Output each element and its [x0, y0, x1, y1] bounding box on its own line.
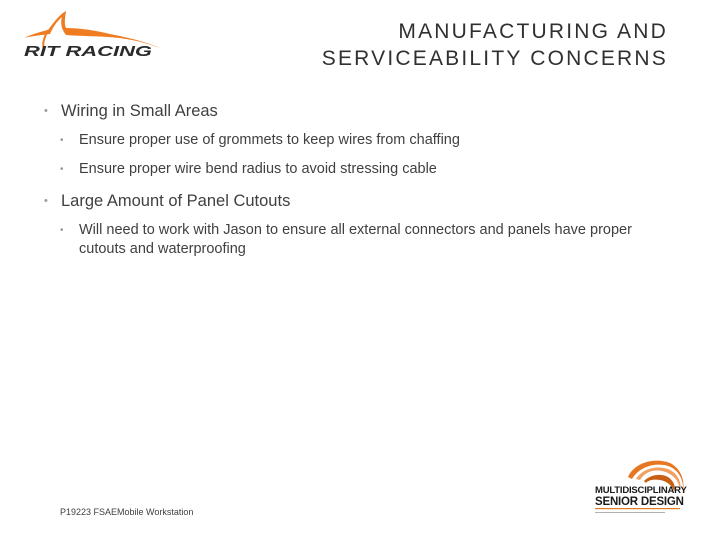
bullet-text: Ensure proper use of grommets to keep wires from chaffing [79, 132, 460, 148]
svg-text:RIT RACING: RIT RACING [24, 43, 153, 60]
bullet-dot-icon: • [60, 225, 64, 236]
bullet-dot-icon: • [60, 164, 64, 175]
slide-title-line1: MANUFACTURING AND [398, 20, 668, 43]
bullet-level2 [60, 221, 660, 259]
bullet-level2 [60, 160, 660, 179]
bullet-dot-icon: • [60, 135, 64, 146]
bullet-text: Will need to work with Jason to ensure all external connectors and panels have proper cutouts and waterproofing [79, 222, 632, 257]
bullet-dot-icon: • [44, 195, 48, 207]
footer-text: P19223 FSAEMobile Workstation [60, 507, 194, 517]
msd-logo-line1: MULTIDISCIPLINARY [595, 485, 687, 496]
bullet-text: Ensure proper wire bend radius to avoid stressing cable [79, 161, 437, 177]
msd-logo-line2: SENIOR DESIGN [595, 496, 684, 508]
bullet-level1 [44, 191, 290, 211]
bullet-text: Large Amount of Panel Cutouts [61, 192, 291, 210]
bullet-text: Wiring in Small Areas [61, 102, 218, 120]
slide-title-line2: SERVICEABILITY CONCERNS [321, 47, 668, 70]
bullet-level1 [44, 101, 218, 121]
msd-logo [588, 455, 688, 525]
bullet-level2 [60, 131, 660, 150]
bullet-dot-icon: • [44, 105, 48, 117]
